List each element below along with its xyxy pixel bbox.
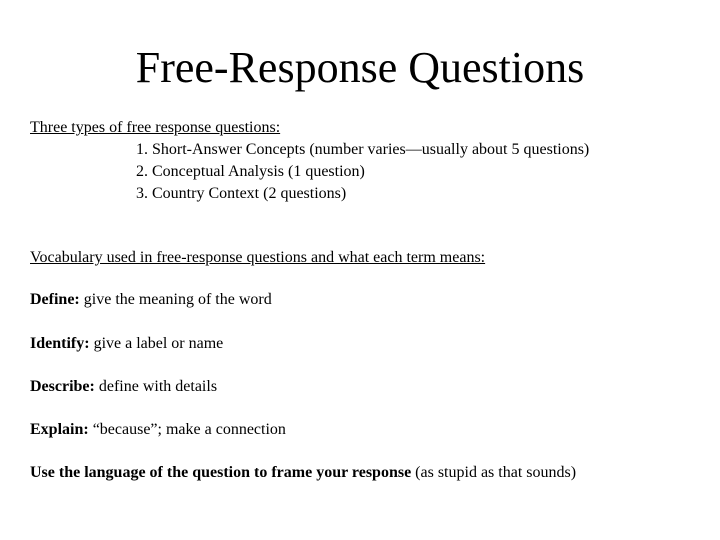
term-label: Define: bbox=[30, 291, 80, 308]
term-meaning: “because”; make a connection bbox=[92, 421, 286, 438]
term-define bbox=[30, 290, 272, 310]
term-meaning: (as stupid as that sounds) bbox=[415, 464, 577, 481]
term-describe bbox=[30, 377, 217, 397]
slide-title: Free-Response Questions bbox=[135, 43, 585, 92]
term-explain bbox=[30, 420, 286, 440]
term-meaning: define with details bbox=[98, 378, 218, 395]
question-types-list bbox=[136, 139, 589, 205]
term-label: Identify: bbox=[30, 335, 90, 352]
question-type-item: 2. Conceptual Analysis (1 question) bbox=[136, 163, 365, 180]
term-identify bbox=[30, 334, 223, 354]
term-language-tip bbox=[30, 463, 576, 483]
question-type-item: 1. Short-Answer Concepts (number varies—usually about 5 questions) bbox=[136, 141, 590, 158]
vocabulary-heading: Vocabulary used in free-response questions and what each term means: bbox=[30, 249, 486, 266]
term-label: Explain: bbox=[30, 421, 89, 438]
term-meaning: give a label or name bbox=[93, 335, 224, 352]
term-label: Describe: bbox=[30, 378, 95, 395]
question-types-heading: Three types of free response questions: bbox=[30, 119, 281, 136]
term-label: Use the language of the question to frame your response bbox=[30, 464, 412, 481]
term-meaning: give the meaning of the word bbox=[83, 291, 272, 308]
question-type-item: 3. Country Context (2 questions) bbox=[136, 185, 347, 202]
